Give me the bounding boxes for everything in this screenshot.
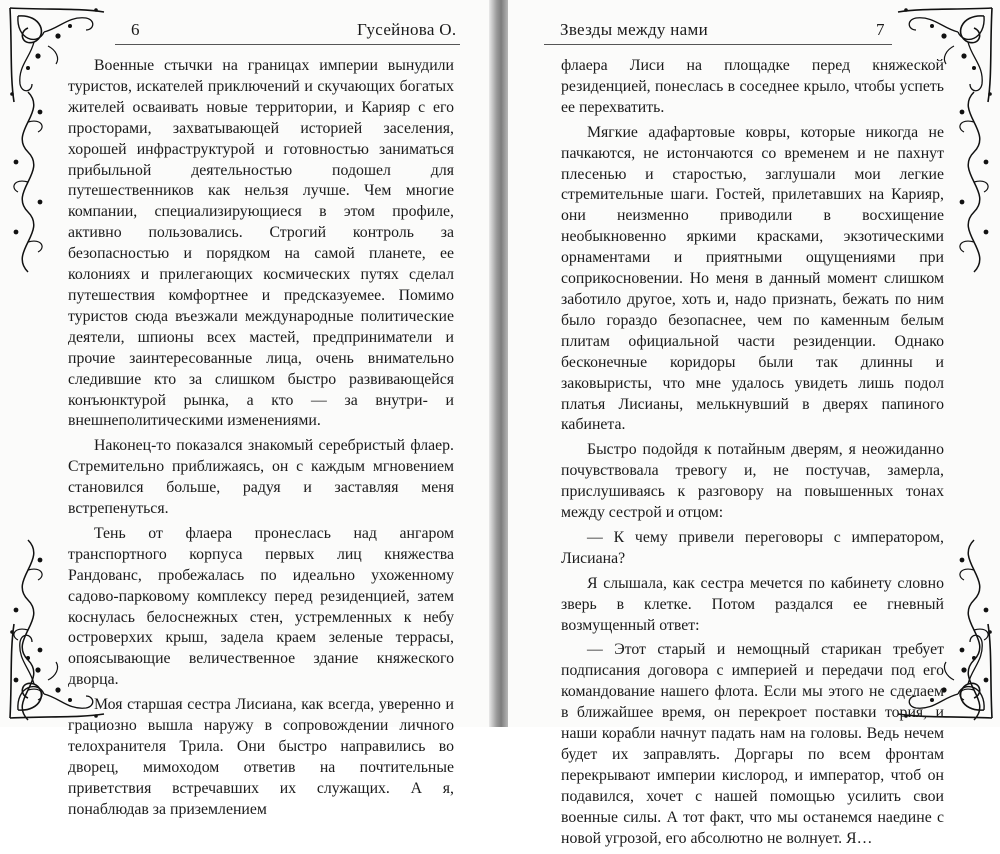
header-rule — [115, 44, 460, 45]
paragraph: Тень от флаера пронеслась над ангаром транспортного корпуса первых лиц княжества Рандованс, пробежалась по идеально ухоженному садово-парковому комплексу перед резиденцией, затем коснулась белоснежных стен, устремленных к небу островерхих крыш, задела краем зеленые террасы, опоясывающие величественное здание княжеского дворца. — [68, 524, 454, 689]
paragraph: — Этот старый и немощный старикан требует подписания договора с империей и передачи под его командование нашего флота. Если мы этого не сделаем в ближайшее время, он перекроет поставки тория, и наши корабли начнут падать нам на головы. Ведь нечем будет их заправлять. Доргары по всем фронтам перекрывают империи кислород, и император, чтоб он подавился, хочет с нашей помощью усилить свои военные силы. А тот факт, что мы останемся наедине с новой угрозой, его абсолютно не волнует. Я… — [561, 641, 944, 847]
paragraph-continuation: флаера Лиси на площадке перед княжеской резиденцией, понеслась в соседнее крыло, чтобы успеть ее перехватить. — [561, 57, 944, 116]
right-page — [508, 0, 1000, 847]
header-rule — [544, 44, 892, 45]
paragraph: Быстро подойдя к потайным дверям, я неожиданно почувствовала тревогу и, не постучав, замерла, прислушиваясь к разговору на повышенных тонах между сестрой и отцом: — [561, 441, 944, 522]
paragraph: Мягкие адафартовые ковры, которые никогда не пачкаются, не истончаются со временем и не пахнут плесенью и старостью, заглушали мои легкие стремительные шаги. Гостей, прилетавших на Карияр, они неизменно приводили в восхищение необыкновенно яркими красками, экзотическими орнаментами и приятными ощущениями при соприкосновении. Но меня в данный момент слишком заботило другое, хоть и, надо признать, бежать по ним было гораздо безопаснее, чем по каменным белым плитам официальной части резиденции. Однако бесконечные коридоры были так длинны и заковыристы, что мне удалось увидеть лишь подол платья Лисианы, мелькнувший в дверях папиного кабинета. — [561, 123, 944, 434]
paragraph: Военные стычки на границах империи вынудили туристов, искателей приключений и скучающих богатых жителей осваивать новые территории, и Карияр с его просторами, захватывающей историей заселения, хорошей инфраструктурой и готовностью заниматься прибыльной деятельностью подошел для путешественников как нельзя лучше. Чем многие компании, специализирующиеся в этом профиле, активно пользовались. Строгий контроль за безопасностью и порядком на самой планете, ее колониях и прилегающих космических путях сделал путешествия комфортнее и предсказуемее. Помимо туристов сюда въезжали международные политические деятели, шпионы всех мастей, предприниматели и прочие заинтересованные лица, очень внимательно следившие кто за слишком быстро развивающейся конъюнктурой рынка, а кто — за внутри- и внешнеполитическими изменениями. — [68, 57, 454, 430]
left-page — [0, 0, 492, 818]
running-header-title: Звезды между нами — [560, 20, 708, 39]
side-ornament-top-right — [954, 92, 994, 272]
right-body-text — [561, 56, 944, 854]
paragraph: Я слышала, как сестра мечется по кабинету словно зверь в клетке. Потом раздался ее гневный возмущенный ответ: — [561, 574, 944, 634]
side-ornament-top-left — [8, 92, 48, 272]
running-header-author: Гусейнова О. — [357, 20, 457, 39]
page-number: 6 — [131, 20, 140, 39]
paragraph: Моя старшая сестра Лисиана, как всегда, уверенно и грациозно вышла наружу в сопровождении личного телохранителя Трила. Они быстро направились во дворец, мимоходом ответив на почтительные приветствия встречавших их служащих. А я, понаблюдав за приземлением — [68, 696, 454, 818]
paragraph: Наконец-то показался знакомый серебристый флаер. Стремительно приближаясь, он с каждым мгновением становился больше, радуя и заставляя меня встрепенуться. — [68, 437, 454, 518]
page-number: 7 — [876, 20, 885, 39]
left-body-text — [68, 56, 454, 825]
paragraph: — К чему привели переговоры с императором, Лисиана? — [561, 528, 944, 567]
